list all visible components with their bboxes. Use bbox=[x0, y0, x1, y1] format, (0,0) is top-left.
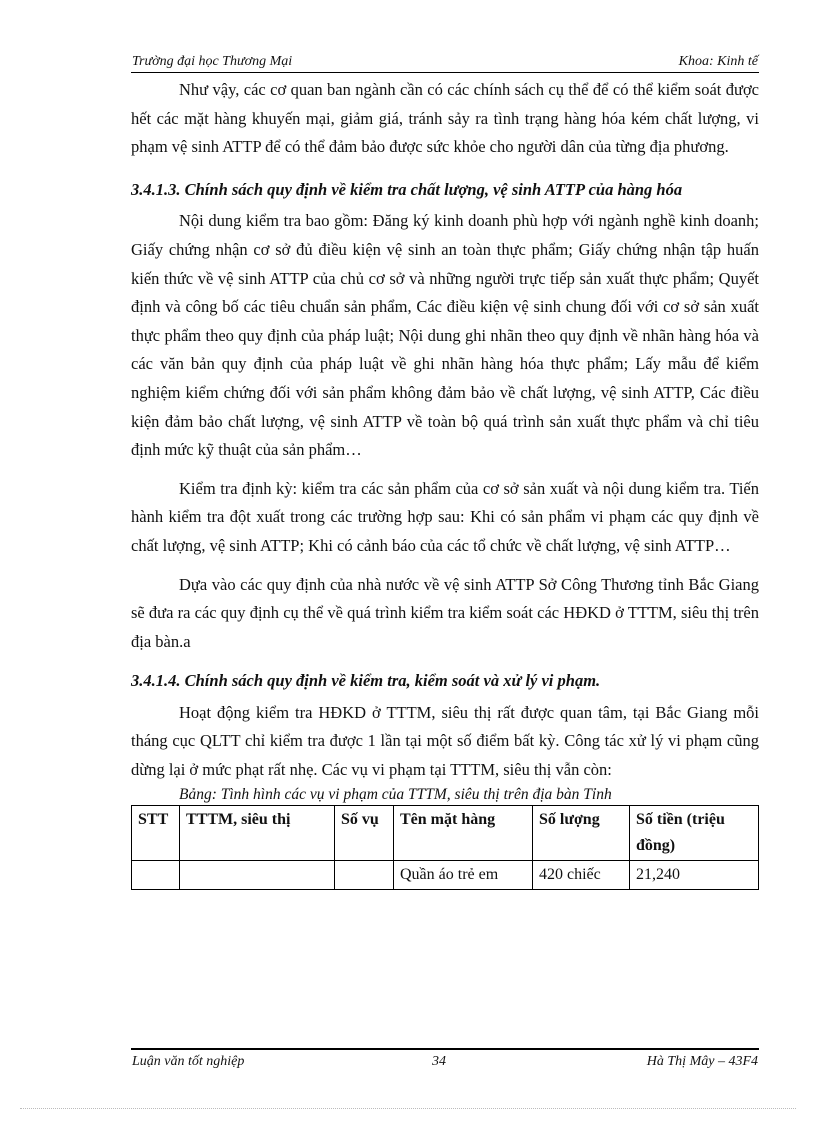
violations-table bbox=[131, 805, 759, 890]
section-heading-3-4-1-3: 3.4.1.3. Chính sách quy định về kiểm tra chất lượng, vệ sinh ATTP của hàng hóa bbox=[131, 179, 683, 199]
paragraph: Kiểm tra định kỳ: kiểm tra các sản phẩm của cơ sở sản xuất và nội dung kiểm tra. Tiến hành kiểm tra đột xuất trong các trường hợp sau: Khi có sản phẩm vi phạm các quy định về chất lượng, vệ sinh ATTP; Khi có cảnh báo của các tổ chức về chất lượng, vệ sinh ATTP… bbox=[131, 478, 759, 555]
col-quantity: Số lượng bbox=[533, 805, 630, 860]
page-footer bbox=[132, 1054, 758, 1074]
paragraph: Hoạt động kiểm tra HĐKD ở TTTM, siêu thị rất được quan tâm, tại Bắc Giang mỗi tháng cục QLTT chỉ kiểm tra được 1 lần tại một số điểm bất kỳ. Công tác xử lý vi phạm cũng dừng lại ở mức phạt rất nhẹ. Các vụ vi phạm tại TTTM, siêu thị vẫn còn: bbox=[131, 702, 759, 780]
col-stt: STT bbox=[132, 805, 180, 860]
footer-rule bbox=[131, 1048, 759, 1050]
cell bbox=[335, 860, 394, 889]
cell: 420 chiếc bbox=[533, 860, 630, 889]
cell bbox=[132, 860, 180, 889]
header-faculty: Khoa: Kinh tế bbox=[678, 54, 758, 69]
section-heading-3-4-1-4: 3.4.1.4. Chính sách quy định về kiểm tra, kiểm soát và xử lý vi phạm. bbox=[131, 671, 601, 691]
page-header bbox=[132, 54, 758, 74]
paragraph: Nội dung kiểm tra bao gồm: Đăng ký kinh doanh phù hợp với ngành nghề kinh doanh; Giấy chứng nhận cơ sở đủ điều kiện vệ sinh an toàn thực phẩm; Giấy chứng nhận tập huấn kiến thức về vệ sinh ATTP của chủ cơ sở và những người trực tiếp sản xuất thực phẩm; Quyết định và công bố các tiêu chuẩn sản phẩm, Các điều kiện vệ sinh chung đối với cơ sở sản xuất thực phẩm theo quy định của pháp luật; Nội dung ghi nhãn theo quy định về nhãn hàng hóa và các văn bản quy định của pháp luật về ghi nhãn hàng hóa thực phẩm; Lấy mẫu để kiểm nghiệm kiểm chứng đối với sản phẩm không đảm bảo về chất lượng, vệ sinh ATTP, Các điều kiện đảm bảo chất lượng, vệ sinh ATTP về toàn bộ quá trình sản xuất thực phẩm và chỉ tiêu định mức kỹ thuật của sản phẩm… bbox=[131, 211, 759, 460]
col-amount: Số tiền (triệu đồng) bbox=[630, 805, 759, 860]
intro-paragraph: Như vậy, các cơ quan ban ngành cần có các chính sách cụ thể để có thể kiểm soát được hết các mặt hàng khuyến mại, giảm giá, tránh sảy ra tình trạng hàng hóa kém chất lượng, vi phạm vệ sinh ATTP để có thể đảm bảo được sức khỏe cho người dân của từng địa phương. bbox=[131, 80, 759, 157]
table-caption: Bảng: Tình hình các vụ vi phạm của TTTM, siêu thị trên địa bàn Tỉnh bbox=[179, 785, 612, 803]
page-edge-divider bbox=[20, 1108, 796, 1109]
header-rule bbox=[131, 72, 759, 73]
footer-thesis-label: Luận văn tốt nghiệp bbox=[132, 1054, 245, 1069]
page-body bbox=[131, 76, 759, 890]
col-mall: TTTM, siêu thị bbox=[180, 805, 335, 860]
table-row bbox=[132, 860, 759, 889]
col-cases: Số vụ bbox=[335, 805, 394, 860]
table-header-row bbox=[132, 805, 759, 860]
paragraph: Dựa vào các quy định của nhà nước về vệ sinh ATTP Sở Công Thương tỉnh Bắc Giang sẽ đưa ra các quy định cụ thể về quá trình kiểm tra kiểm soát các HĐKD ở TTTM, siêu thị trên địa bàn.a bbox=[131, 574, 759, 651]
col-item: Tên mặt hàng bbox=[394, 805, 533, 860]
cell: 21,240 bbox=[630, 860, 759, 889]
footer-author: Hà Thị Mây – 43F4 bbox=[646, 1054, 758, 1069]
header-school: Trường đại học Thương Mại bbox=[132, 54, 293, 69]
page-number: 34 bbox=[432, 1054, 446, 1069]
cell: Quần áo trẻ em bbox=[394, 860, 533, 889]
cell bbox=[180, 860, 335, 889]
